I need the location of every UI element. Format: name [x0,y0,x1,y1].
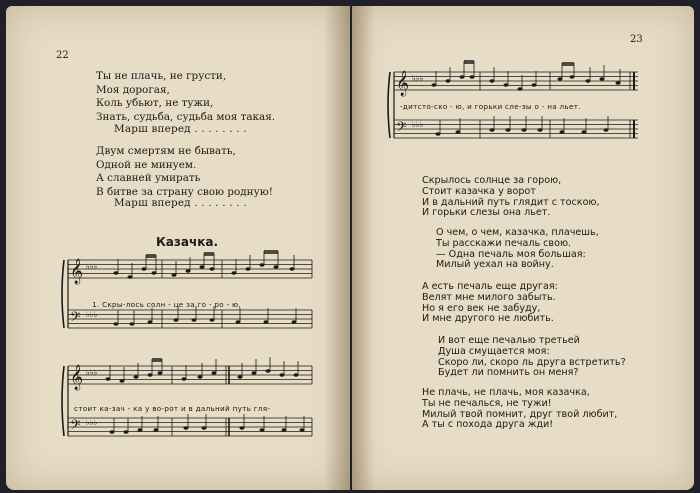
svg-text:♭♭♭: ♭♭♭ [86,418,98,427]
lyric-line: стоит ка-зач - ка у во-рот и в дальний путь гля- [74,404,271,413]
lyric-line: -дитсто-ско - ю, и горьки сле-зы о - на льет. [400,102,581,111]
stanza-line: Милый твой помнит, друг твой любит, [422,408,618,420]
verse-line: Моя дорогая, [96,83,170,96]
svg-text:♭♭♭: ♭♭♭ [412,120,424,129]
verse-line: В битве за страну свою родную! [96,185,273,198]
stanza-line: А есть печаль еще другая: [422,281,558,292]
page-number: 23 [630,34,643,45]
page-number: 22 [56,50,69,61]
stanza-4 [438,336,626,379]
right-page [352,6,694,490]
stanza-line: Будет ли помнить он меня? [438,367,579,379]
stanza-line: А ты с похода друга жди! [422,419,554,431]
song-title: Казачка. [156,235,219,249]
gutter-shadow [352,6,374,490]
verse-line: Двум смертям не бывать, [96,145,236,157]
stanza-line: И вот еще печалью третьей [438,335,580,346]
stanza-5 [422,388,617,431]
stanza-1 [422,176,600,219]
verse-line: Ты не плачь, не грусти, [96,70,227,82]
svg-text:♭♭♭: ♭♭♭ [86,310,98,319]
gutter-shadow [324,6,350,490]
stanza-line: И в дальний путь глядит с тоскою, [422,196,600,208]
svg-text:𝄢: 𝄢 [70,417,81,436]
stanza-line: Душа смущается моя: [438,345,550,357]
verse-line: А славней умирать [96,172,201,185]
music-system-1 [62,254,318,336]
refrain: Марш вперед . . . . . . . . [114,123,247,135]
stanza-line: Скоро ли, скоро ль друга встретить? [438,356,626,368]
left-page [6,6,350,490]
svg-text:𝄢: 𝄢 [396,119,407,138]
lyric-line: 1. Скры-лось солн - це за го - ро - ю, [92,300,241,309]
stanza-line: И мне другого не любить. [422,313,554,325]
verse-2 [96,145,273,199]
svg-text:𝄞: 𝄞 [70,365,84,390]
stanza-line: Велят мне милого забыть. [422,291,556,303]
refrain: Марш вперед . . . . . . . . [114,197,247,209]
stanza-line: Милый уехал на войну. [436,259,554,271]
book-spread [6,6,694,490]
stanza-line: Но я его век не забуду, [422,302,541,314]
stanza-line: Ты расскажи печаль свою. [436,237,572,249]
stanza-line: Не плачь, не плачь, моя казачка, [422,387,590,398]
verse-line: Коль убьют, не тужи, [96,97,214,110]
svg-text:𝄞: 𝄞 [70,259,84,284]
svg-text:♭♭♭: ♭♭♭ [86,368,98,377]
svg-text:♭♭♭: ♭♭♭ [86,262,98,271]
stanza-line: Ты не печалься, не тужи! [422,397,552,409]
stanza-line: О чем, о чем, казачка, плачешь, [436,227,599,238]
music-system-3 [388,58,644,144]
svg-text:♭♭♭: ♭♭♭ [412,74,424,83]
stanza-3 [422,282,558,325]
stanza-line: И горьки слезы она льет. [422,207,551,219]
svg-text:𝄢: 𝄢 [70,309,81,328]
svg-text:𝄞: 𝄞 [396,71,410,96]
stanza-line: Скрылось солнце за горою, [422,175,562,186]
stanza-2 [436,228,599,271]
music-system-2 [62,356,318,440]
verse-line: Одной не минуем. [96,158,197,171]
verse-1 [96,70,275,124]
stanza-line: Стоит казачка у ворот [422,185,536,197]
stanza-line: — Одна печаль моя большая: [436,248,586,260]
verse-line: Знать, судьба, судьба моя такая. [96,110,276,123]
